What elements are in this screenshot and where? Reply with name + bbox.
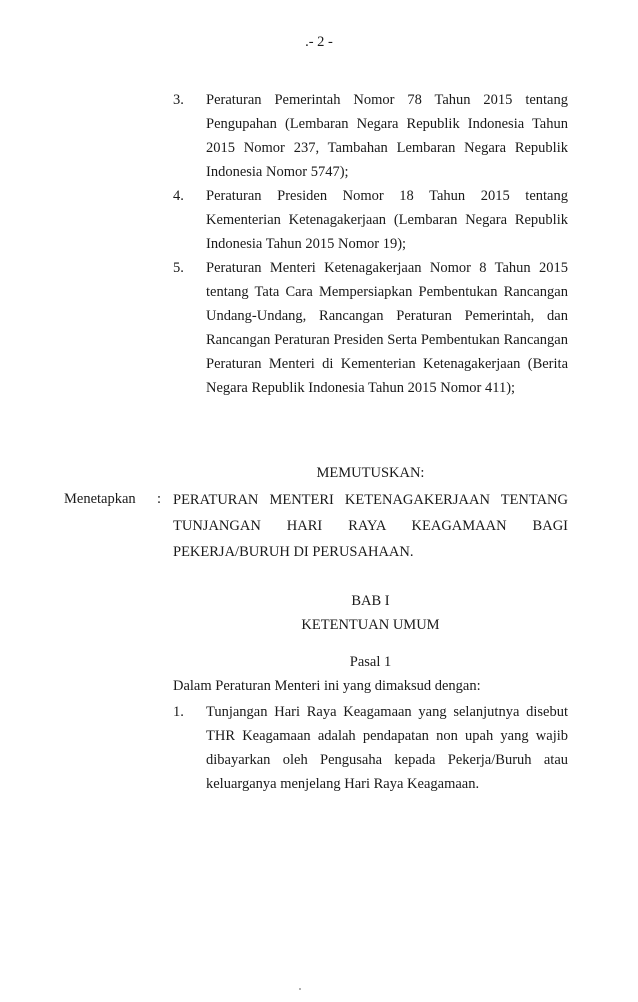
- list-item: [173, 184, 568, 256]
- list-item: [173, 700, 568, 796]
- considerations-list: [173, 88, 568, 400]
- menetapkan-text: PERATURAN MENTERI KETENAGAKERJAAN TENTANG TUNJANGAN HARI RAYA KEAGAMAAN BAGI PEKERJA/BURUH DI PERUSAHAAN.: [173, 492, 568, 560]
- menetapkan-label: Menetapkan: [64, 491, 136, 507]
- list-item-number: 4.: [173, 188, 184, 204]
- page-number: .- 2 -: [305, 34, 333, 50]
- list-item-number: 1.: [173, 704, 184, 720]
- list-item-text: Peraturan Pemerintah Nomor 78 Tahun 2015 tentang Pengupahan (Lembaran Negara Republik Indonesia Tahun 2015 Nomor 237, Tambahan Lembaran Negara Republik Indonesia Nomor 5747);: [206, 92, 568, 180]
- article-title: Pasal 1: [349, 654, 392, 670]
- chapter-title: KETENTUAN UMUM: [301, 617, 440, 633]
- list-item-text: Peraturan Presiden Nomor 18 Tahun 2015 tentang Kementerian Ketenagakerjaan (Lembaran Negara Republik Indonesia Tahun 2015 Nomor 19);: [206, 188, 568, 252]
- decision-heading: MEMUTUSKAN:: [316, 465, 425, 481]
- list-item: [173, 256, 568, 400]
- list-item-text: Tunjangan Hari Raya Keagamaan yang selanjutnya disebut THR Keagamaan adalah pendapatan non upah yang wajib dibayarkan oleh Pengusaha kepada Pekerja/Buruh atau keluarganya menjelang Hari Raya Keagamaan.: [206, 704, 568, 792]
- list-item-number: 5.: [173, 260, 184, 276]
- chapter-number: BAB I: [351, 593, 390, 609]
- article-intro: Dalam Peraturan Menteri ini yang dimaksud dengan:: [173, 678, 481, 694]
- scan-dot: [299, 988, 301, 990]
- menetapkan-colon: :: [157, 491, 162, 507]
- list-item: [173, 88, 568, 184]
- list-item-number: 3.: [173, 92, 184, 108]
- definitions-list: [173, 700, 568, 796]
- list-item-text: Peraturan Menteri Ketenagakerjaan Nomor 8 Tahun 2015 tentang Tata Cara Mempersiapkan Pembentukan Rancangan Undang-Undang, Rancangan Peraturan Pemerintah, dan Rancangan Peraturan Presiden Serta Pembentukan Rancangan Peraturan Menteri di Kementerian Ketenagakerjaan (Berita Negara Republik Indonesia Tahun 2015 Nomor 411);: [206, 260, 568, 396]
